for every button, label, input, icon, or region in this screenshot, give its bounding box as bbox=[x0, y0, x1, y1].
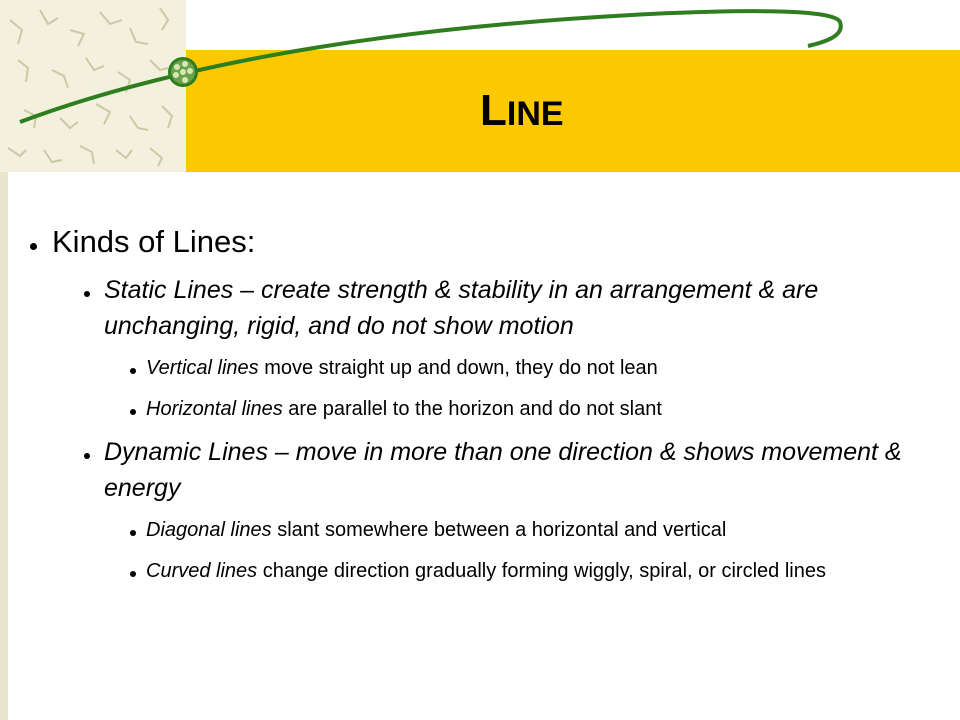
bullet-horizontal-lines bbox=[130, 393, 936, 426]
curved-lines-term: Curved lines bbox=[146, 560, 258, 582]
bullet-dynamic-lines bbox=[84, 434, 934, 506]
bullet-dot-icon bbox=[130, 571, 136, 577]
title-initial: L bbox=[480, 86, 507, 135]
slide-body bbox=[30, 222, 930, 596]
dynamic-lines-text: Dynamic Lines – move in more than one direction & shows movement & energy bbox=[104, 438, 902, 502]
slide-title bbox=[480, 86, 564, 136]
bullet-dot-icon bbox=[30, 243, 37, 250]
ornament-icon bbox=[168, 57, 198, 87]
bullet-curved-lines bbox=[130, 555, 936, 588]
heading-text: Kinds of Lines: bbox=[52, 224, 256, 259]
horizontal-lines-term: Horizontal lines bbox=[146, 398, 283, 420]
bullet-dot-icon bbox=[84, 453, 90, 459]
decorative-side-strip bbox=[0, 172, 8, 720]
bullet-dot-icon bbox=[130, 409, 136, 415]
bullet-kinds-of-lines bbox=[30, 222, 930, 262]
vertical-lines-term: Vertical lines bbox=[146, 357, 259, 379]
bullet-vertical-lines bbox=[130, 352, 936, 385]
bullet-dot-icon bbox=[84, 291, 90, 297]
diagonal-lines-term: Diagonal lines bbox=[146, 519, 272, 541]
diagonal-lines-desc: slant somewhere between a horizontal and vertical bbox=[271, 519, 727, 541]
bullet-diagonal-lines bbox=[130, 514, 936, 547]
bullet-static-lines bbox=[84, 272, 934, 344]
title-rest: INE bbox=[506, 95, 564, 133]
horizontal-lines-desc: are parallel to the horizon and do not slant bbox=[282, 398, 662, 420]
static-lines-text: Static Lines – create strength & stability in an arrangement & are unchanging, rigid, and do not show motion bbox=[104, 276, 819, 340]
bullet-dot-icon bbox=[130, 368, 136, 374]
vertical-lines-desc: move straight up and down, they do not lean bbox=[258, 357, 658, 379]
curved-lines-desc: change direction gradually forming wiggly, spiral, or circled lines bbox=[257, 560, 826, 582]
bullet-dot-icon bbox=[130, 530, 136, 536]
